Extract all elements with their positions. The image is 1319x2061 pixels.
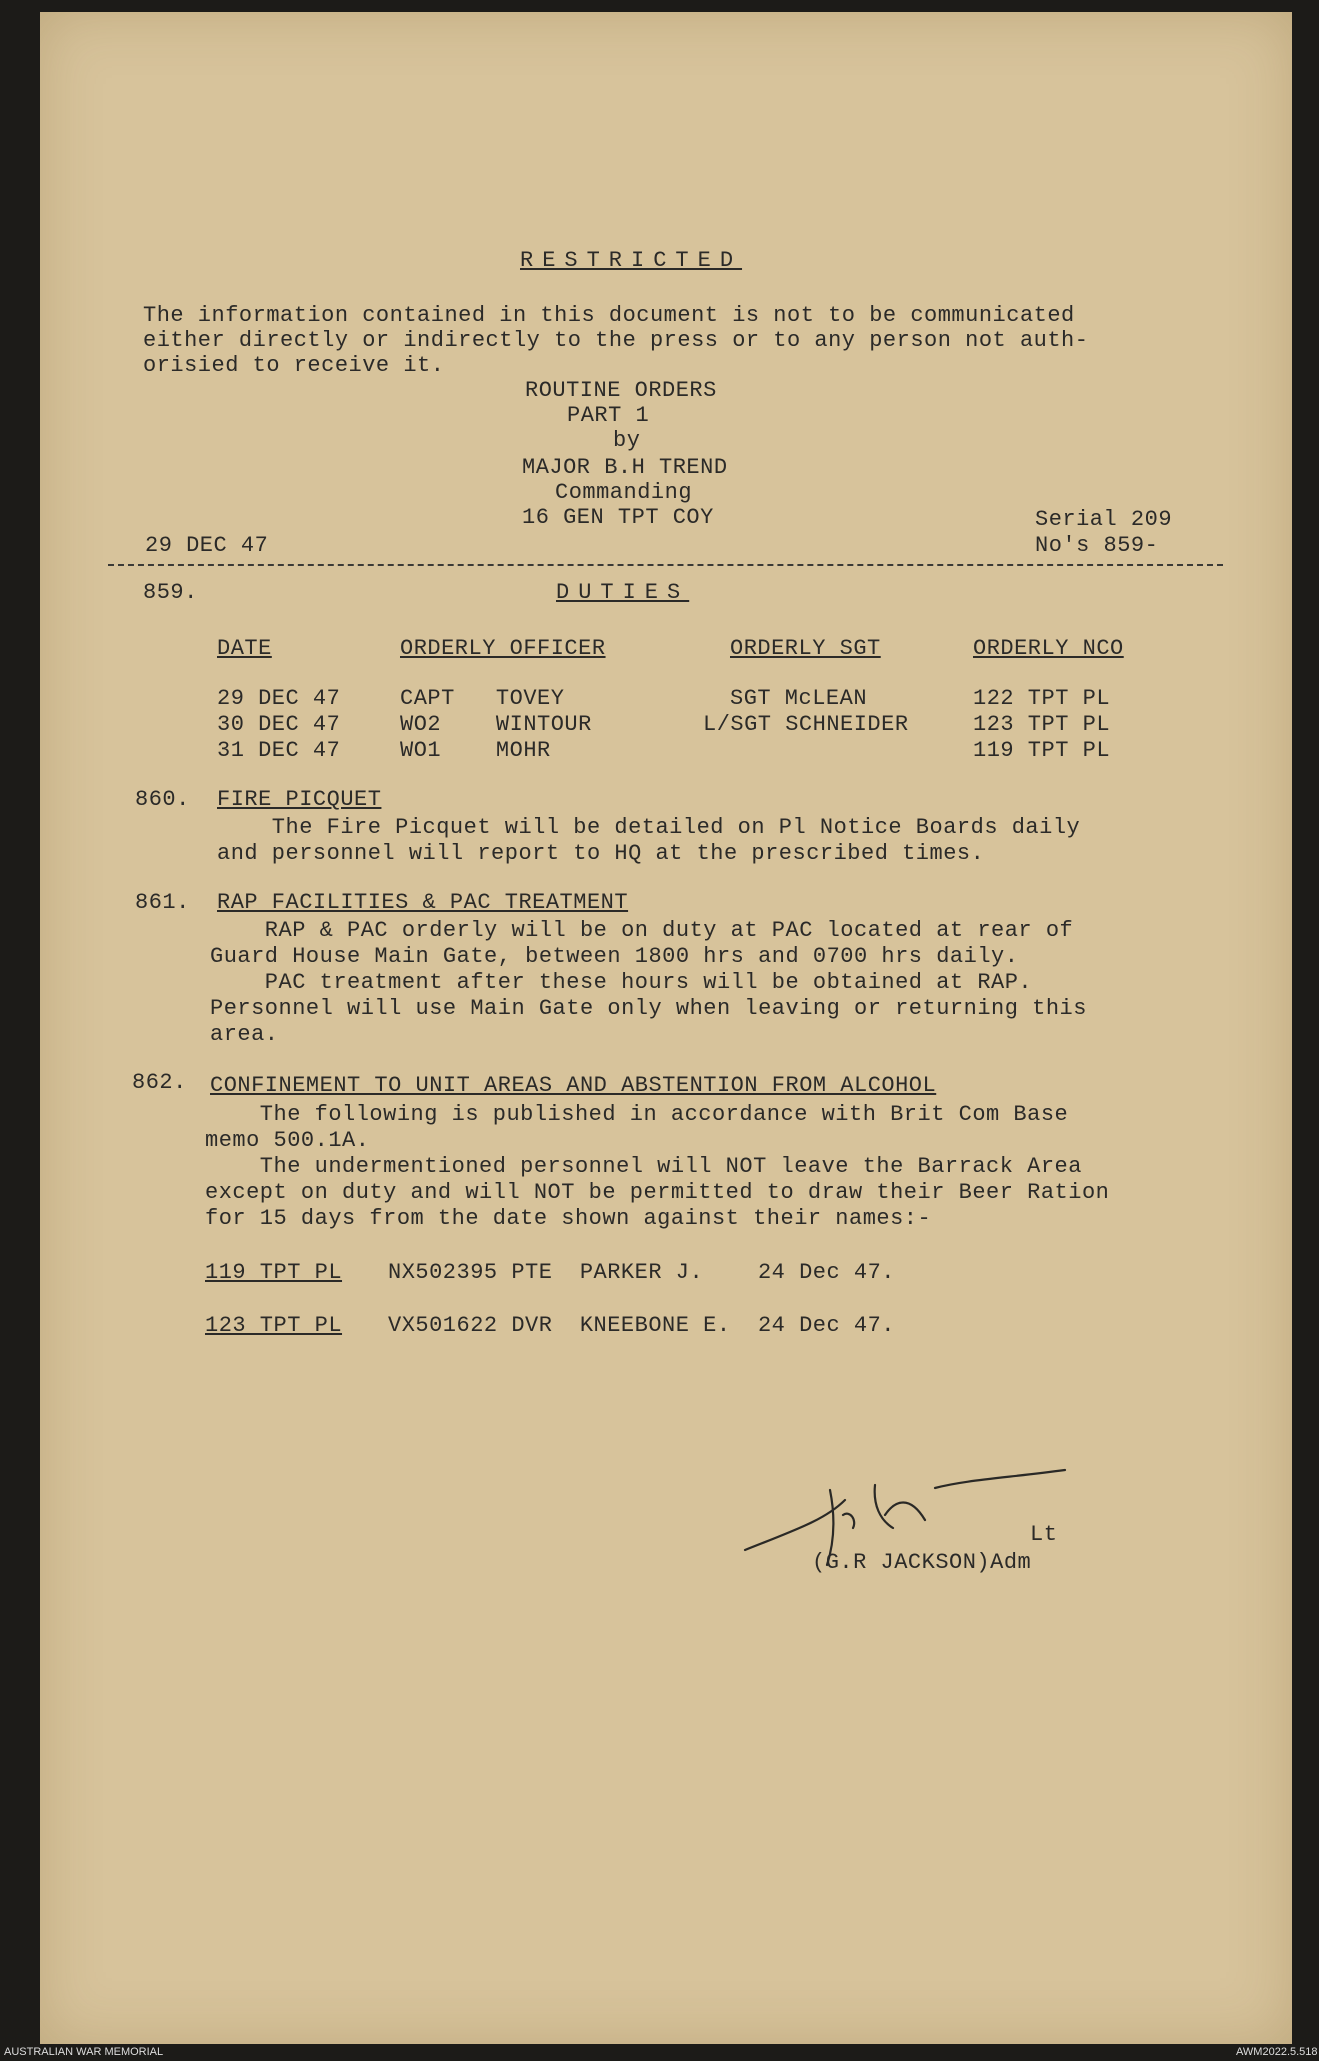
duty-date: 31 DEC 47 — [217, 738, 341, 763]
duties-heading: DUTIES — [556, 580, 690, 605]
rap-heading: RAP FACILITIES & PAC TREATMENT — [217, 890, 629, 915]
fire-picquet-line: and personnel will report to HQ at the prescribed times. — [217, 841, 985, 866]
duty-sgt: SGT McLEAN — [730, 686, 868, 711]
notice-line-2: either directly or indirectly to the press or to any person not auth- — [143, 328, 1089, 353]
duty-nco: 122 TPT PL — [973, 686, 1111, 711]
signatory-rank: Lt — [1030, 1522, 1058, 1547]
fire-picquet-line: The Fire Picquet will be detailed on Pl Notice Boards daily — [217, 815, 1081, 840]
duty-officer: WO2 WINTOUR — [400, 712, 592, 737]
title-line-4: MAJOR B.H TREND — [522, 455, 728, 480]
footer-accession-number: AWM2022.5.518 — [1236, 2046, 1318, 2058]
rap-line: PAC treatment after these hours will be obtained at RAP. — [210, 970, 1033, 995]
confinement-line: for 15 days from the date shown against their names:- — [205, 1206, 932, 1231]
rap-line: RAP & PAC orderly will be on duty at PAC located at rear of — [210, 918, 1074, 943]
duty-date: 29 DEC 47 — [217, 686, 341, 711]
confined-person: NX502395 PTE PARKER J. 24 Dec 47. — [388, 1260, 895, 1285]
confined-unit: 123 TPT PL — [205, 1313, 343, 1338]
notice-line-1: The information contained in this document is not to be communicated — [143, 303, 1075, 328]
duties-col-date: DATE — [217, 636, 272, 661]
title-line-3: by — [613, 428, 641, 453]
serial-number: Serial 209 — [1035, 507, 1173, 532]
rap-line: area. — [210, 1022, 279, 1047]
rap-line: Guard House Main Gate, between 1800 hrs and 0700 hrs daily. — [210, 944, 1019, 969]
duties-number: 859. — [143, 580, 198, 605]
fire-picquet-number: 860. — [135, 787, 190, 812]
title-line-6: 16 GEN TPT COY — [522, 505, 714, 530]
confinement-line: memo 500.1A. — [205, 1128, 370, 1153]
order-numbers: No's 859- — [1035, 533, 1159, 558]
duty-officer: CAPT TOVEY — [400, 686, 565, 711]
confinement-number: 862. — [132, 1070, 187, 1095]
duty-nco: 123 TPT PL — [973, 712, 1111, 737]
confinement-line: The following is published in accordance with Brit Com Base — [205, 1102, 1069, 1127]
title-line-5: Commanding — [555, 480, 693, 505]
duties-col-sgt: ORDERLY SGT — [730, 636, 881, 661]
notice-line-3: orisied to receive it. — [143, 353, 445, 378]
duty-date: 30 DEC 47 — [217, 712, 341, 737]
confined-person: VX501622 DVR KNEEBONE E. 24 Dec 47. — [388, 1313, 895, 1338]
footer-credit: AUSTRALIAN WAR MEMORIAL — [4, 2046, 164, 2058]
confinement-heading: CONFINEMENT TO UNIT AREAS AND ABSTENTION FROM ALCOHOL — [210, 1073, 937, 1098]
duty-nco: 119 TPT PL — [973, 738, 1111, 763]
signatory-name: (G.R JACKSON)Adm — [812, 1550, 1032, 1575]
title-line-1: ROUTINE ORDERS — [525, 378, 717, 403]
confined-unit: 119 TPT PL — [205, 1260, 343, 1285]
duty-sgt: L/SGT SCHNEIDER — [703, 712, 909, 737]
classification-heading: RESTRICTED — [520, 248, 743, 273]
duty-officer: WO1 MOHR — [400, 738, 551, 763]
duties-col-officer: ORDERLY OFFICER — [400, 636, 606, 661]
header-divider — [108, 564, 1223, 566]
fire-picquet-heading: FIRE PICQUET — [217, 787, 382, 812]
confinement-line: except on duty and will NOT be permitted to draw their Beer Ration — [205, 1180, 1110, 1205]
confinement-line: The undermentioned personnel will NOT leave the Barrack Area — [205, 1154, 1082, 1179]
duties-col-nco: ORDERLY NCO — [973, 636, 1124, 661]
title-line-2: PART 1 — [567, 403, 650, 428]
rap-number: 861. — [135, 890, 190, 915]
order-date: 29 DEC 47 — [145, 533, 269, 558]
rap-line: Personnel will use Main Gate only when leaving or returning this — [210, 996, 1087, 1021]
